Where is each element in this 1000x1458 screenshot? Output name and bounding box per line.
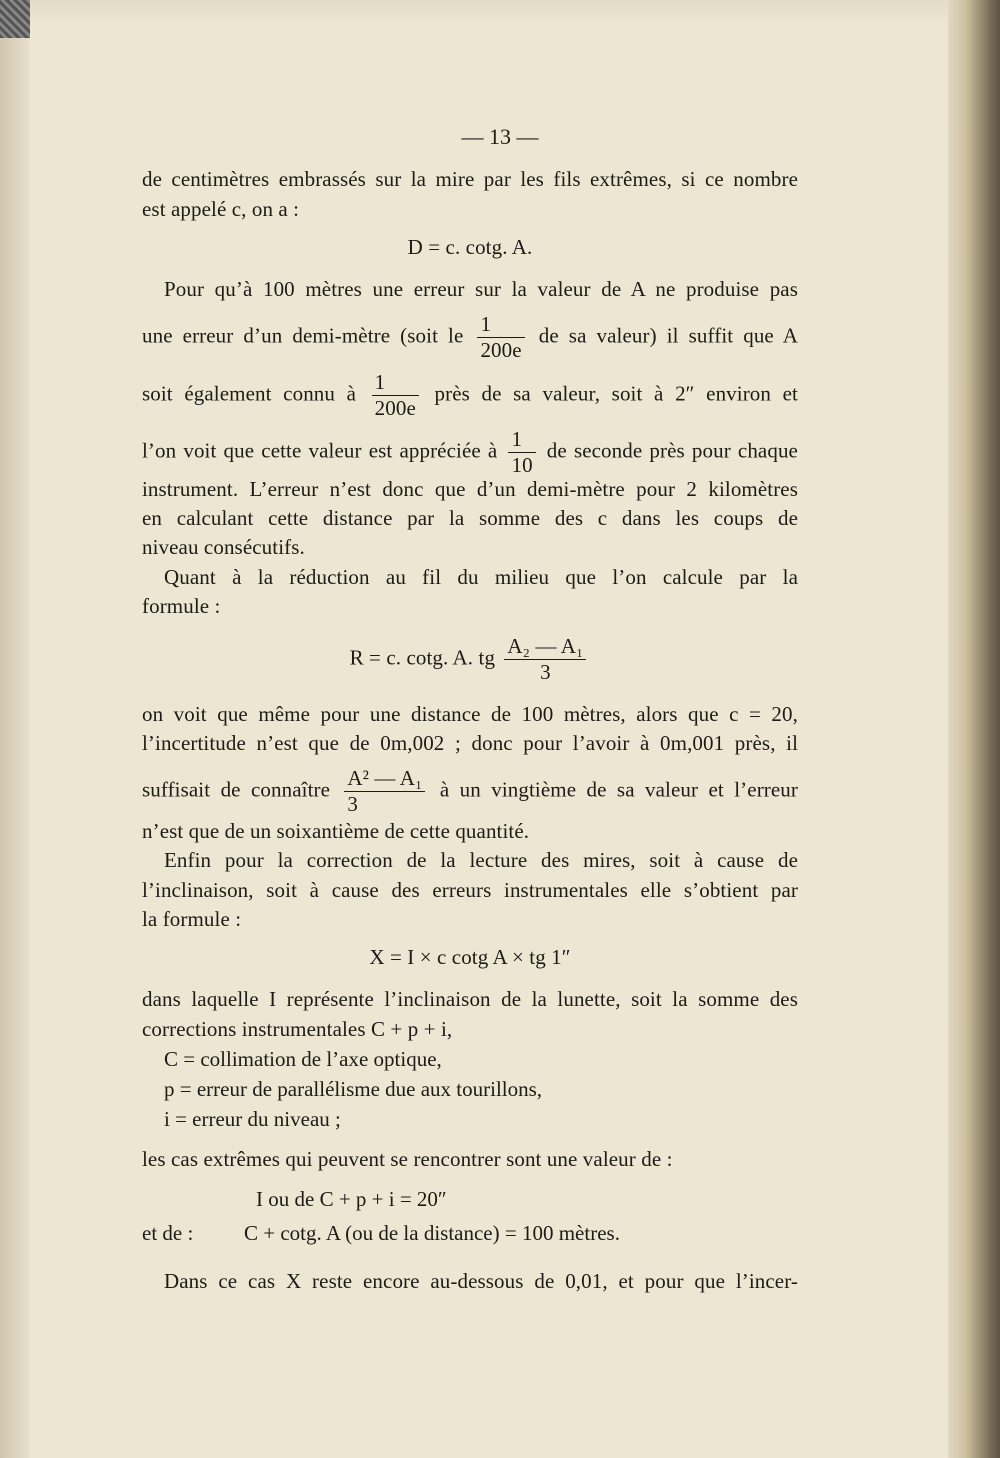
equation-2	[142, 636, 798, 683]
p5-line2: l’inclinaison, soit à cause des erreurs instrumentales elle s’obtient par	[142, 878, 798, 902]
p2-line3	[142, 372, 798, 419]
p5-line1: Enfin pour la correction de la lecture des mires, soit à cause de	[164, 848, 798, 872]
definition-c: C = collimation de l’axe optique,	[164, 1047, 442, 1071]
equation-5-label: et de :	[142, 1221, 194, 1245]
p4-line3-a: suffisait de connaître	[142, 777, 331, 802]
fraction-1-num: 1	[477, 314, 524, 338]
page-number: — 13 —	[461, 124, 539, 149]
p2-line2	[142, 314, 798, 361]
p2-line4-b: de seconde près pour chaque	[546, 438, 798, 463]
fraction-1-den: 200e	[480, 338, 522, 362]
fraction-3	[508, 429, 535, 476]
p8-line1: Dans ce cas X reste encore au-dessous de 0,01, et pour que l’incer-	[164, 1269, 798, 1293]
p2-line6: en calculant cette distance par la somme des c dans les coups de	[142, 506, 798, 530]
p2-line5: instrument. L’erreur n’est donc que d’un demi-mètre pour 2 kilomètres	[142, 477, 798, 501]
equation-2-num: A₂ — A₁	[504, 636, 586, 660]
equation-1: D = c. cotg. A.	[407, 235, 533, 259]
equation-2-left: R = c. cotg. A. tg	[349, 645, 496, 670]
fraction-3-den: 10	[511, 453, 533, 477]
p7-line1: les cas extrêmes qui peuvent se rencontrer sont une valeur de :	[142, 1147, 673, 1171]
p1-line2: est appelé c, on a :	[142, 197, 300, 221]
p2-line4	[142, 429, 798, 476]
equation-3: X = I × c cotg A × tg 1″	[369, 945, 571, 969]
scan-color-strip	[0, 0, 30, 38]
fraction-3-num: 1	[508, 429, 535, 453]
fraction-4	[344, 768, 425, 815]
p4-line2: l’incertitude n’est que de 0m,002 ; donc pour l’avoir à 0m,001 près, il	[142, 731, 798, 755]
left-page-edge	[0, 0, 30, 1458]
right-page-edge	[948, 0, 1000, 1458]
p6-line2: corrections instrumentales C + p + i,	[142, 1017, 453, 1041]
top-page-edge	[30, 0, 948, 24]
equation-5: C + cotg. A (ou de la distance) = 100 mètres.	[244, 1221, 620, 1245]
definition-i: i = erreur du niveau ;	[164, 1107, 341, 1131]
p3-line2: formule :	[142, 594, 221, 618]
equation-2-den: 3	[540, 660, 551, 684]
p5-line3: la formule :	[142, 907, 242, 931]
fraction-4-den: 3	[347, 792, 359, 816]
p4-line3-b: à un vingtième de sa valeur et l’erreur	[439, 777, 798, 802]
p2-line3-b: près de sa valeur, soit à 2″ environ et	[434, 381, 798, 406]
fraction-2-den: 200e	[374, 396, 416, 420]
p2-line3-a: soit également connu à	[142, 381, 357, 406]
equation-2-fraction	[504, 636, 586, 683]
p3-line1: Quant à la réduction au fil du milieu que l’on calcule par la	[164, 565, 798, 589]
equation-4: I ou de C + p + i = 20″	[256, 1187, 447, 1211]
p2-line7: niveau consécutifs.	[142, 535, 305, 559]
p4-line1: on voit que même pour une distance de 100 mètres, alors que c = 20,	[142, 702, 798, 726]
p1-line1: de centimètres embrassés sur la mire par les fils extrêmes, si ce nombre	[142, 167, 798, 191]
fraction-2	[372, 372, 419, 419]
definition-p: p = erreur de parallélisme due aux tourillons,	[164, 1077, 543, 1101]
fraction-4-num: A² — A₁	[344, 768, 425, 792]
fraction-1	[477, 314, 524, 361]
p2-line1: Pour qu’à 100 mètres une erreur sur la valeur de A ne produise pas	[164, 277, 798, 301]
p6-line1: dans laquelle I représente l’inclinaison de la lunette, soit la somme des	[142, 987, 798, 1011]
p2-line2-a: une erreur d’un demi-mètre (soit le	[142, 323, 464, 348]
p4-line3	[142, 768, 798, 815]
p4-line4: n’est que de un soixantième de cette quantité.	[142, 819, 530, 843]
p2-line2-b: de sa valeur) il suffit que A	[538, 323, 798, 348]
fraction-2-num: 1	[372, 372, 419, 396]
p2-line4-a: l’on voit que cette valeur est appréciée à	[142, 438, 498, 463]
